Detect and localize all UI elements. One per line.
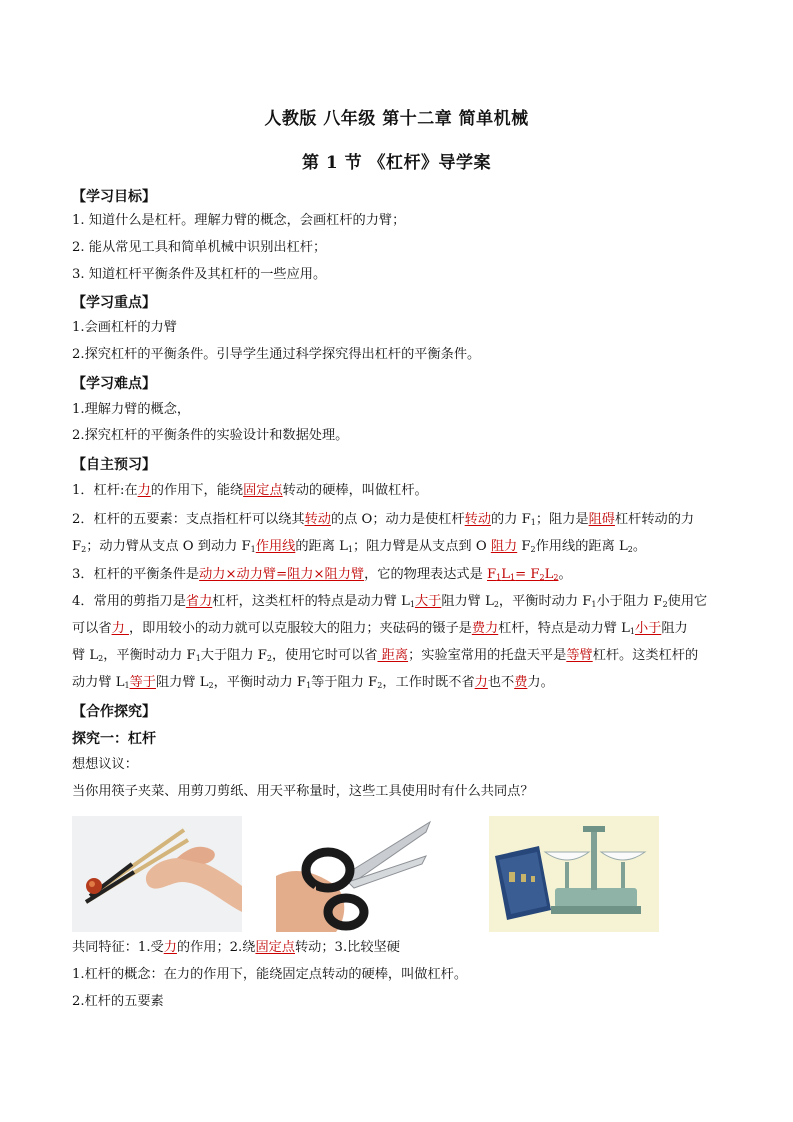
goal-item-2: 2. 能从常见工具和简单机械中识别出杠杆； [72, 240, 327, 255]
preview-p1: 1．杠杆:在力的作用下，能绕固定点转动的硬棒，叫做杠杆。 [72, 483, 428, 498]
preview-p2-line2: $F_2$；动力臂从支点 O 到动力 $F_1$作用线的距离 $L_1$；阻力臂是从支点到 O 阻力 $F_2$作用线的距离 $L_2$。 [72, 539, 646, 554]
scissors-illustration [276, 816, 434, 932]
chopsticks-photo [72, 816, 242, 932]
preview-p4-line4: 动力臂 $L_1$等于阻力臂 $L_2$，平衡时动力 $F_1$等于阻力 $F_2$，工作时既不省力也不费力。 [72, 675, 554, 690]
answer-blank: 距离 [377, 648, 409, 663]
answer-blank: 转动 [304, 512, 331, 527]
goal-item-3: 3. 知道杠杆平衡条件及其杠杆的一些应用。 [72, 267, 327, 282]
balance-illustration [489, 816, 659, 932]
key-point-1: 1.会画杠杆的力臂 [72, 320, 177, 335]
lever-concept: 1.杠杆的概念：在力的作用下，能绕固定点转动的硬棒，叫做杠杆。 [72, 967, 468, 982]
explore-think: 想想议议： [72, 757, 138, 772]
explore-question: 当你用筷子夹菜、用剪刀剪纸、用天平称量时，这些工具使用时有什么共同点？ [72, 784, 534, 799]
answer-blank: 力 [474, 675, 488, 690]
difficulty-1: 1.理解力臂的概念， [72, 402, 191, 417]
answer-blank: 阻碍 [588, 512, 615, 527]
balance-photo [489, 816, 659, 932]
answer-blank: 动力×动力臂=阻力×阻力臂 [199, 567, 365, 582]
preview-heading: 【自主预习】 [72, 457, 156, 473]
answer-blank: 等臂 [566, 648, 593, 663]
difficulties-heading: 【学习难点】 [72, 376, 156, 392]
answer-blank: 固定点 [243, 483, 283, 498]
answer-blank: 力 [137, 483, 151, 498]
answer-blank: 费 [514, 675, 528, 690]
answer-blank: 转动 [464, 512, 492, 527]
preview-p4-line3: 臂 $L_2$，平衡时动力 $F_1$大于阻力 $F_2$，使用它时可以省 距离；实验室常用的托盘天平是等臂杠杆。这类杠杆的 [72, 648, 699, 663]
goals-heading: 【学习目标】 [72, 189, 156, 205]
explore-sub1: 探究一：杠杆 [72, 731, 156, 747]
answer-blank: 固定点 [255, 940, 295, 955]
answer-blank: 等于 [129, 675, 156, 690]
answer-blank: 力 [163, 940, 177, 955]
explore-heading: 【合作探究】 [72, 704, 156, 720]
answer-blank: 小于 [634, 621, 662, 636]
doc-title-line2: 第 1 节 《杠杆》导学案 [301, 153, 492, 173]
answer-blank: 作用线 [255, 539, 296, 554]
chopsticks-illustration [72, 816, 242, 932]
answer-blank: 省力 [185, 594, 213, 609]
answer-blank: 大于 [414, 594, 442, 609]
scissors-photo [276, 816, 434, 932]
preview-p3: 3．杠杆的平衡条件是动力×动力臂=阻力×阻力臂，它的物理表达式是 $F_1L_1= F_2L_2$。 [72, 567, 572, 582]
preview-p4-line1: 4．常用的剪指刀是省力杠杆，这类杠杆的特点是动力臂 $L_1$大于阻力臂 $L_2$，平衡时动力 $F_1$小于阻力 $F_2$使用它 [72, 594, 708, 609]
key-points-heading: 【学习重点】 [72, 295, 156, 311]
lever-five-elements: 2.杠杆的五要素 [72, 994, 164, 1009]
preview-p4-line2: 可以省力 ，即用较小的动力就可以克服较大的阻力；夹砝码的镊子是费力杠杆，特点是动力臂 $L_1$小于阻力 [72, 621, 688, 636]
preview-p2-line1: 2．杠杆的五要素：支点指杠杆可以绕其转动的点 O；动力是使杠杆转动的力 $F_1$；阻力是阻碍杠杆转动的力 [72, 512, 695, 527]
answer-formula: $F_1L_1= F_2L_2$ [487, 567, 559, 582]
answer-blank: 力 [111, 621, 129, 636]
answer-blank: 费力 [471, 621, 499, 636]
doc-title-line1: 人教版 八年级 第十二章 简单机械 [264, 109, 529, 129]
key-point-2: 2.探究杠杆的平衡条件。引导学生通过科学探究得出杠杆的平衡条件。 [72, 347, 481, 362]
goal-item-1: 1. 知道什么是杠杆。理解力臂的概念，会画杠杆的力臂； [72, 213, 406, 228]
answer-blank: 阻力 [490, 539, 518, 554]
common-features: 共同特征：1.受力的作用；2.绕固定点转动；3.比较坚硬 [72, 940, 400, 955]
difficulty-2: 2.探究杠杆的平衡条件的实验设计和数据处理。 [72, 428, 349, 443]
